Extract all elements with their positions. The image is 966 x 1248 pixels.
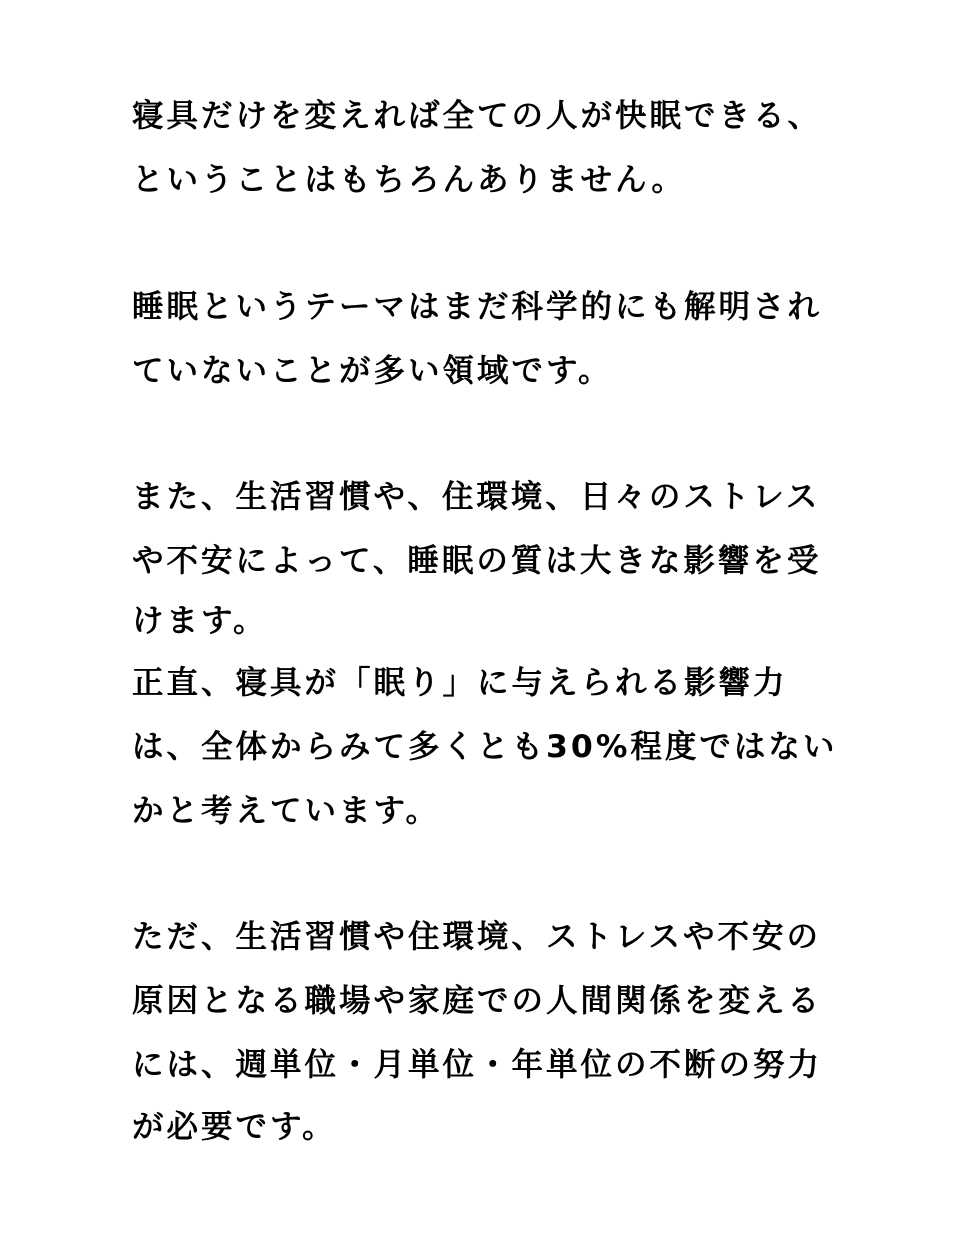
paragraph-3-line-4: 正直、寝具が「眠り」に与えられる影響力: [132, 665, 788, 701]
paragraph-2-line-1: 睡眠というテーマはまだ科学的にも解明され: [132, 289, 823, 325]
paragraph-3-line-6: かと考えています。: [132, 793, 440, 829]
paragraph-1-line-2: ということはもちろんありません。: [132, 162, 686, 198]
paragraph-3-line-1: また、生活習慣や、住環境、日々のストレス: [132, 479, 821, 515]
paragraph-3-line-2: や不安によって、睡眠の質は大きな影響を受: [132, 543, 822, 579]
paragraph-4-line-3: には、週単位・月単位・年単位の不断の努力: [132, 1047, 823, 1083]
paragraph-4-line-1: ただ、生活習慣や住環境、ストレスや不安の: [132, 919, 822, 955]
paragraph-1-line-1: 寝具だけを変えれば全ての人が快眠できる、: [132, 98, 823, 134]
paragraph-3-line-3: けます。: [132, 603, 268, 639]
paragraph-2-line-2: ていないことが多い領域です。: [132, 353, 613, 389]
paragraph-4-line-4: が必要です。: [132, 1109, 337, 1145]
paragraph-4-line-2: 原因となる職場や家庭での人間関係を変える: [132, 983, 823, 1019]
paragraph-3-line-5: は、全体からみて多くとも30%程度ではない: [132, 729, 838, 765]
